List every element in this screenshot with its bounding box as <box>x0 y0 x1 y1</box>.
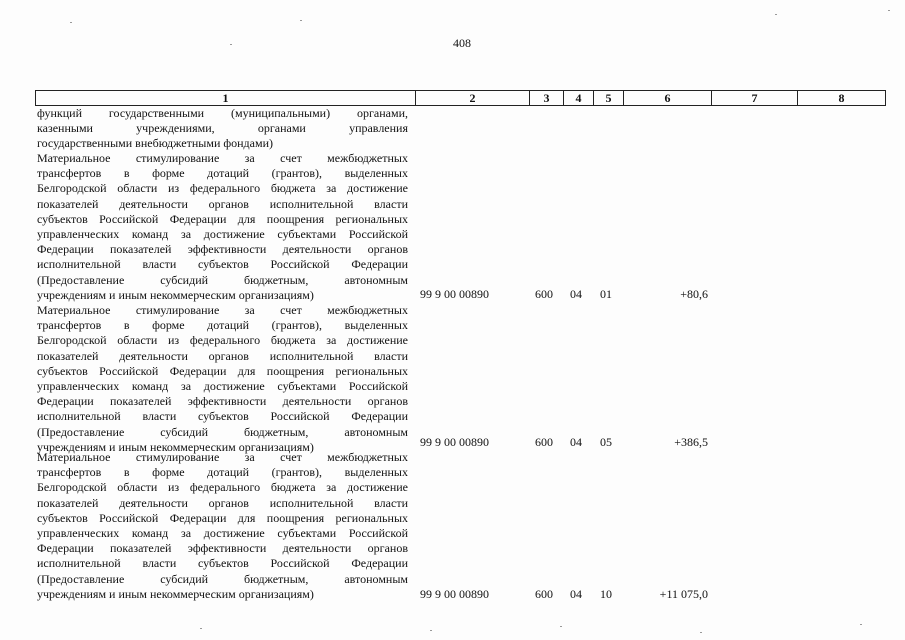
row-3-rz: 04 <box>570 587 582 601</box>
text-line: Материальное стимулирование за счет межбюджетных <box>37 151 408 165</box>
header-col-2: 2 <box>416 91 530 106</box>
text-line: трансфертов в форме дотаций (грантов), выделенных <box>37 318 408 333</box>
row-2-rz: 04 <box>570 435 582 449</box>
scan-speck <box>775 14 777 15</box>
scan-speck <box>70 22 72 23</box>
scan-speck <box>430 630 432 631</box>
text-line: функций государственными (муниципальными) органами, <box>37 106 408 120</box>
text-line: учреждениям и иным некоммерческим организациям) <box>37 586 314 601</box>
text-line: исполнительной власти субъектов Российской Федерации <box>37 556 408 571</box>
scan-speck <box>230 44 232 45</box>
text-line: Белгородской области из федерального бюджета за достижение <box>37 480 408 495</box>
scan-speck <box>888 10 890 11</box>
header-col-1: 1 <box>36 91 416 106</box>
text-line: исполнительной власти субъектов Российской Федерации <box>37 257 408 272</box>
row-3-code: 99 9 00 00890 <box>420 587 489 601</box>
row-1-description <box>37 151 408 303</box>
text-line: субъектов Российской Федерации для поощрения региональных <box>37 510 408 525</box>
row-1-rz: 04 <box>570 287 582 301</box>
header-col-5: 5 <box>594 91 624 106</box>
text-line: Федерации показателей эффективности деятельности органов <box>37 242 408 257</box>
text-line: (Предоставление субсидий бюджетным, автономным <box>37 272 408 287</box>
continuation-text <box>37 106 408 152</box>
header-col-6: 6 <box>624 91 712 106</box>
text-line: Материальное стимулирование за счет межбюджетных <box>37 450 408 464</box>
scan-speck <box>860 624 862 625</box>
row-2-vr: 600 <box>535 435 553 449</box>
page-number: 408 <box>453 36 471 50</box>
row-1-amount: +80,6 <box>680 287 708 301</box>
scan-speck <box>300 20 302 21</box>
text-line: казенными учреждениями, органами управления <box>37 121 408 136</box>
text-line: Белгородской области из федерального бюджета за достижение <box>37 181 408 196</box>
text-line: трансфертов в форме дотаций (грантов), выделенных <box>37 465 408 480</box>
text-line: субъектов Российской Федерации для поощрения региональных <box>37 363 408 378</box>
row-3-description <box>37 450 408 602</box>
row-3-vr: 600 <box>535 587 553 601</box>
header-row <box>36 91 886 106</box>
scan-speck <box>560 626 562 627</box>
row-1-pr: 01 <box>600 287 612 301</box>
column-header-table <box>35 90 886 106</box>
text-line: учреждениям и иным некоммерческим организациям) <box>37 287 314 302</box>
row-3-amount: +11 075,0 <box>659 587 708 601</box>
row-3-pr: 10 <box>600 587 612 601</box>
row-2-code: 99 9 00 00890 <box>420 435 489 449</box>
header-col-4: 4 <box>564 91 594 106</box>
row-2-description <box>37 303 408 455</box>
scan-speck <box>200 628 202 629</box>
row-1-code: 99 9 00 00890 <box>420 287 489 301</box>
text-line: субъектов Российской Федерации для поощрения региональных <box>37 211 408 226</box>
text-line: показателей деятельности органов исполнительной власти <box>37 196 408 211</box>
text-line: государственными внебюджетными фондами) <box>37 136 274 151</box>
row-2-amount: +386,5 <box>674 435 708 449</box>
header-col-7: 7 <box>712 91 798 106</box>
text-line: Материальное стимулирование за счет межбюджетных <box>37 303 408 317</box>
row-1-vr: 600 <box>535 287 553 301</box>
text-line: управленческих команд за достижение субъектами Российской <box>37 526 408 541</box>
text-line: Федерации показателей эффективности деятельности органов <box>37 541 408 556</box>
text-line: исполнительной власти субъектов Российской Федерации <box>37 409 408 424</box>
header-col-8: 8 <box>798 91 886 106</box>
text-line: (Предоставление субсидий бюджетным, автономным <box>37 571 408 586</box>
text-line: показателей деятельности органов исполнительной власти <box>37 495 408 510</box>
text-line: Белгородской области из федерального бюджета за достижение <box>37 333 408 348</box>
text-line: показателей деятельности органов исполнительной власти <box>37 348 408 363</box>
text-line: управленческих команд за достижение субъектами Российской <box>37 379 408 394</box>
text-line: трансфертов в форме дотаций (грантов), выделенных <box>37 166 408 181</box>
header-col-3: 3 <box>530 91 564 106</box>
text-line: учреждениям и иным некоммерческим организациям) <box>37 439 314 454</box>
text-line: Федерации показателей эффективности деятельности органов <box>37 394 408 409</box>
row-2-pr: 05 <box>600 435 612 449</box>
scan-speck <box>700 632 702 633</box>
text-line: (Предоставление субсидий бюджетным, автономным <box>37 424 408 439</box>
text-line: управленческих команд за достижение субъектами Российской <box>37 227 408 242</box>
